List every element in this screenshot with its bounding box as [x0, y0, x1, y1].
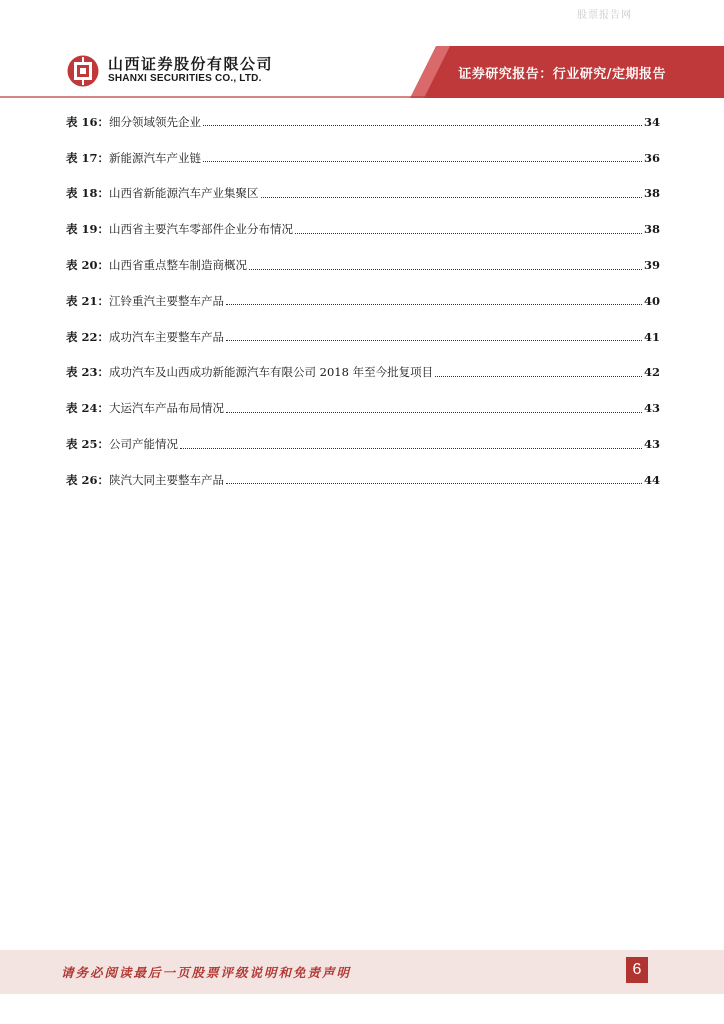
toc-entry-title: 陕汽大同主要整车产品	[109, 472, 225, 487]
toc-entry-label	[66, 185, 259, 201]
toc-entry-label	[66, 436, 178, 452]
toc-entry-number: 表 24：	[66, 401, 110, 416]
toc-entry[interactable]	[66, 426, 660, 462]
toc-leader-dots	[203, 125, 642, 126]
toc-entry-title: 细分领域领先企业	[109, 114, 202, 129]
company-name-cn: 山西证券股份有限公司	[108, 55, 274, 73]
toc-leader-dots	[226, 304, 642, 305]
toc-entry-number: 表 17：	[66, 150, 110, 165]
toc-entry-number: 表 23：	[66, 365, 110, 380]
toc-entry[interactable]	[66, 355, 660, 391]
toc-entry-title: 山西省重点整车制造商概况	[109, 258, 248, 273]
toc-entry-page: 44	[643, 472, 660, 487]
toc-entry-title: 山西省新能源汽车产业集聚区	[109, 186, 259, 201]
toc-leader-dots	[435, 376, 642, 377]
toc-entry[interactable]	[66, 247, 660, 283]
company-name-en: SHANXI SECURITIES CO., LTD.	[108, 73, 262, 84]
toc-entry[interactable]	[66, 104, 660, 140]
toc-entry[interactable]	[66, 462, 660, 498]
toc-entry-label	[66, 293, 224, 309]
toc-leader-dots	[226, 483, 642, 484]
toc-leader-dots	[249, 269, 642, 270]
toc-entry[interactable]	[66, 211, 660, 247]
toc-entry-label	[66, 221, 293, 237]
page-number: 6	[626, 957, 648, 983]
report-type: 证券研究报告：行业研究/定期报告	[458, 67, 666, 82]
toc-entry-number: 表 25：	[66, 437, 110, 452]
toc-entry-page: 40	[643, 293, 660, 308]
toc-entry-label	[66, 472, 224, 488]
toc-entry-title: 山西省主要汽车零部件企业分布情况	[109, 222, 294, 237]
toc-entry-page: 41	[643, 329, 660, 344]
toc-entry-page: 38	[643, 186, 660, 201]
toc-leader-dots	[226, 340, 642, 341]
toc-entry-number: 表 22：	[66, 329, 110, 344]
toc-entry-label	[66, 400, 224, 416]
toc-entry-number: 表 21：	[66, 293, 110, 308]
toc-leader-dots	[180, 448, 642, 449]
toc-entry-label	[66, 364, 433, 380]
toc-entry-title: 大运汽车产品布局情况	[109, 401, 225, 416]
toc-entry-page: 36	[643, 150, 660, 165]
table-of-contents	[66, 104, 660, 498]
toc-entry-number: 表 26：	[66, 472, 110, 487]
toc-entry-page: 43	[643, 401, 660, 416]
toc-entry[interactable]	[66, 176, 660, 212]
toc-entry-title: 成功汽车及山西成功新能源汽车有限公司 2018 年至今批复项目	[109, 365, 434, 380]
toc-entry-number: 表 20：	[66, 258, 110, 273]
toc-entry-page: 34	[643, 114, 660, 129]
toc-entry[interactable]	[66, 390, 660, 426]
toc-entry-number: 表 19：	[66, 222, 110, 237]
toc-entry-number: 表 16：	[66, 114, 110, 129]
company-logo-icon	[66, 54, 100, 88]
page-header	[0, 46, 724, 98]
disclaimer-text: 请务必阅读最后一页股票评级说明和免责声明	[61, 965, 352, 980]
toc-entry[interactable]	[66, 319, 660, 355]
toc-entry-page: 42	[643, 365, 660, 380]
toc-entry-title: 成功汽车主要整车产品	[109, 329, 225, 344]
toc-entry-title: 江铃重汽主要整车产品	[109, 293, 225, 308]
toc-entry-page: 39	[643, 258, 660, 273]
toc-entry-title: 公司产能情况	[109, 437, 179, 452]
toc-entry-title: 新能源汽车产业链	[109, 150, 202, 165]
toc-entry[interactable]	[66, 140, 660, 176]
toc-entry-label	[66, 114, 201, 130]
toc-entry-label	[66, 150, 201, 166]
toc-leader-dots	[295, 233, 642, 234]
toc-leader-dots	[203, 161, 642, 162]
toc-entry-label	[66, 257, 247, 273]
toc-entry[interactable]	[66, 283, 660, 319]
toc-entry-page: 43	[643, 437, 660, 452]
toc-entry-label	[66, 329, 224, 345]
toc-leader-dots	[261, 197, 642, 198]
toc-entry-page: 38	[643, 222, 660, 237]
toc-leader-dots	[226, 412, 642, 413]
toc-entry-number: 表 18：	[66, 186, 110, 201]
watermark-text: 股票报告网	[577, 10, 632, 21]
